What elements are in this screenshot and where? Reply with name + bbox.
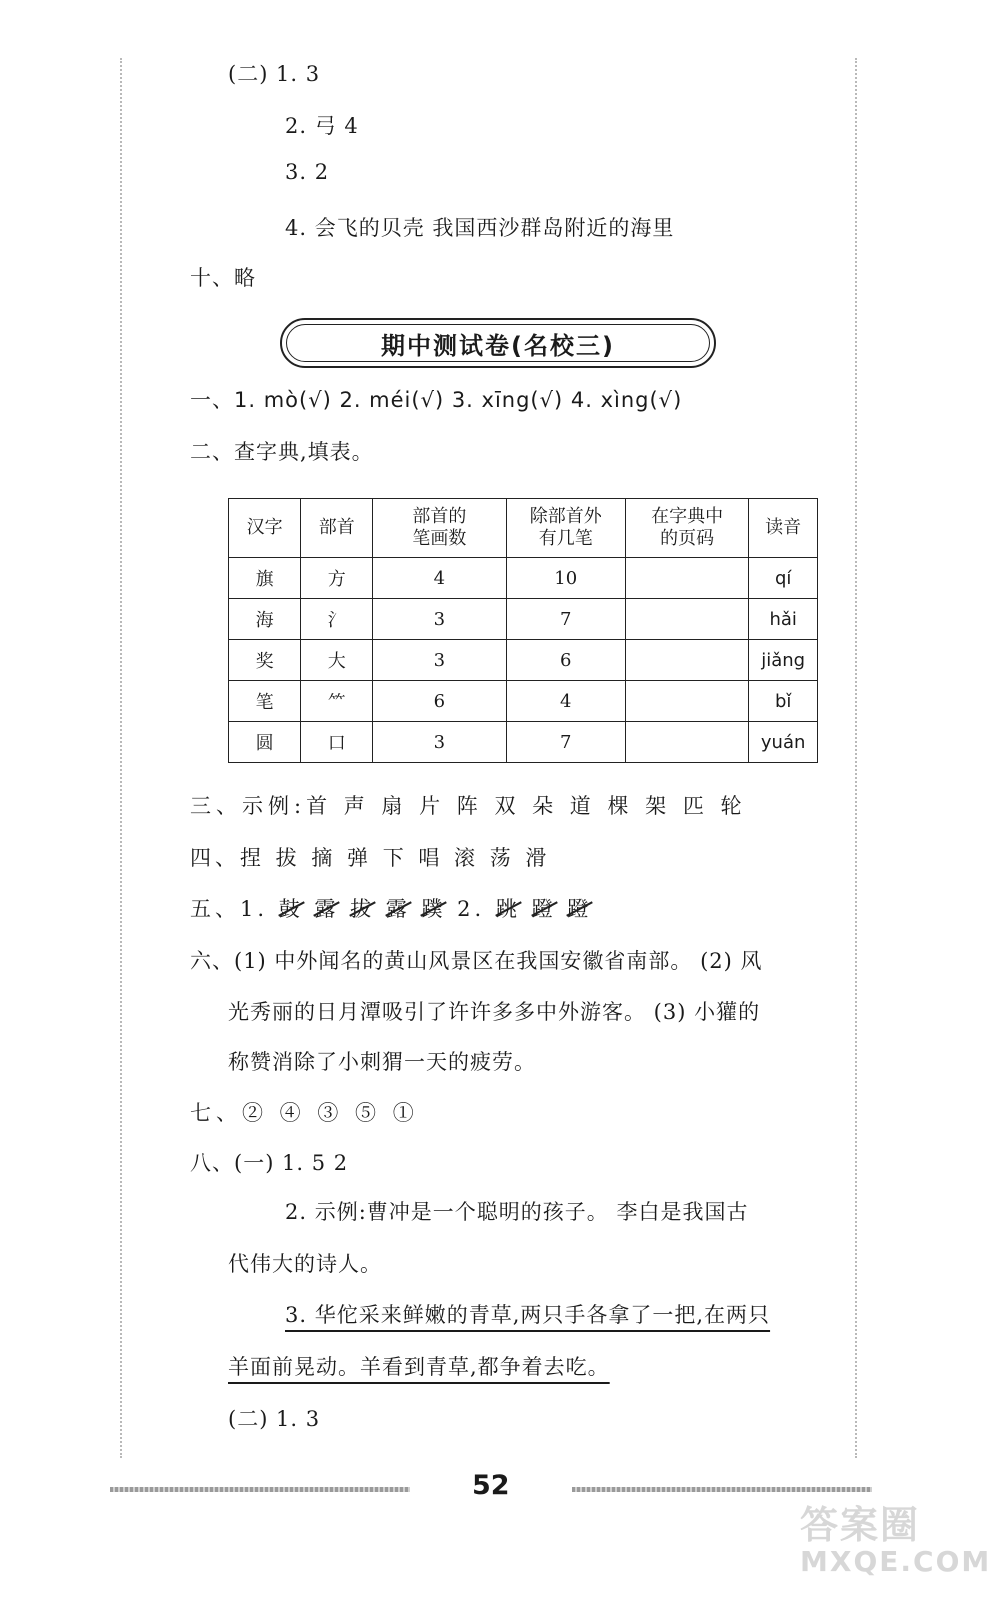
table-header: 部首 xyxy=(301,499,373,558)
table-cell: 笔 xyxy=(229,681,301,722)
table-row xyxy=(229,640,818,681)
answer-line: 3. 2 xyxy=(285,160,330,184)
table-cell: 海 xyxy=(229,599,301,640)
q5-mid: 2. xyxy=(457,897,486,921)
q5-prefix: 五、1. xyxy=(190,897,269,921)
table-cell: yuán xyxy=(749,722,818,763)
section-title: 期中测试卷(名校三) xyxy=(381,332,615,360)
struck-char: 蹬 xyxy=(567,893,592,923)
table-cell: 6 xyxy=(373,681,506,722)
table-cell: 大 xyxy=(301,640,373,681)
table-cell: 3 xyxy=(373,640,506,681)
table-cell: hǎi xyxy=(749,599,818,640)
table-cell: 7 xyxy=(506,722,625,763)
page-number: 52 xyxy=(472,1470,510,1501)
question-1: 一、1. mò(√) 2. méi(√) 3. xīng(√) 4. xìng(√) xyxy=(190,388,683,412)
right-margin-line xyxy=(855,58,857,1458)
table-cell: 7 xyxy=(506,599,625,640)
footer-rule-left xyxy=(110,1487,410,1492)
question-4: 四、捏 拔 摘 弹 下 唱 滚 荡 滑 xyxy=(190,846,551,870)
struck-char: 蹼 xyxy=(421,893,446,923)
table-cell: 3 xyxy=(373,599,506,640)
table-header: 部首的 笔画数 xyxy=(373,499,506,558)
table-cell: 氵 xyxy=(301,599,373,640)
struck-char: 跳 xyxy=(496,893,521,923)
answer-line: 4. 会飞的贝壳 我国西沙群岛附近的海里 xyxy=(285,216,675,240)
struck-char: 露 xyxy=(386,893,411,923)
struck-char: 露 xyxy=(314,893,339,923)
table-cell: 口 xyxy=(301,722,373,763)
question-8-line: 羊面前晃动。羊看到青草,都争着去吃。 xyxy=(228,1355,610,1379)
table-cell xyxy=(625,558,748,599)
table-cell xyxy=(625,681,748,722)
table-header: 在字典中 的页码 xyxy=(625,499,748,558)
table-row xyxy=(229,681,818,722)
table-cell: 10 xyxy=(506,558,625,599)
question-3: 三、示例:首 声 扇 片 阵 双 朵 道 棵 架 匹 轮 xyxy=(190,794,747,818)
table-header: 除部首外 有几笔 xyxy=(506,499,625,558)
question-8-line: 2. 示例:曹冲是一个聪明的孩子。 李白是我国古 xyxy=(285,1200,749,1224)
table-row xyxy=(229,722,818,763)
table-cell: 4 xyxy=(373,558,506,599)
question-6-line: 称赞消除了小刺猬一天的疲劳。 xyxy=(228,1050,536,1074)
table-cell: 3 xyxy=(373,722,506,763)
struck-char: 鼓 xyxy=(279,893,304,923)
watermark-text: 答案圈 xyxy=(800,1503,921,1547)
question-8-line: 八、(一) 1. 5 2 xyxy=(190,1151,349,1175)
question-5 xyxy=(190,893,592,923)
table-header-row xyxy=(229,499,818,558)
table-cell: jiǎng xyxy=(749,640,818,681)
table-cell xyxy=(625,599,748,640)
question-8-line: 3. 华佗采来鲜嫩的青草,两只手各拿了一把,在两只 xyxy=(285,1303,771,1327)
left-margin-line xyxy=(120,58,122,1458)
table-row xyxy=(229,599,818,640)
table-cell: ⺮ xyxy=(301,681,373,722)
table-cell: 圆 xyxy=(229,722,301,763)
dictionary-table xyxy=(228,498,818,763)
answer-line: 十、略 xyxy=(190,266,256,290)
table-row xyxy=(229,558,818,599)
table-cell: 4 xyxy=(506,681,625,722)
watermark-url: MXQE.COM xyxy=(800,1545,992,1578)
struck-char: 蹬 xyxy=(532,893,557,923)
table-header: 汉字 xyxy=(229,499,301,558)
table-cell xyxy=(625,722,748,763)
table-cell: 6 xyxy=(506,640,625,681)
table-cell: qí xyxy=(749,558,818,599)
table-cell: 奖 xyxy=(229,640,301,681)
question-6-line: 光秀丽的日月潭吸引了许许多多中外游客。 (3) 小獾的 xyxy=(228,1000,761,1024)
question-8-line: 代伟大的诗人。 xyxy=(228,1252,382,1276)
question-2: 二、查字典,填表。 xyxy=(190,440,374,464)
question-7: 七、② ④ ③ ⑤ ① xyxy=(190,1101,419,1125)
table-cell: 旗 xyxy=(229,558,301,599)
table-cell: 方 xyxy=(301,558,373,599)
watermark-logo xyxy=(800,1494,991,1578)
struck-char: 拔 xyxy=(350,893,375,923)
table-cell: bǐ xyxy=(749,681,818,722)
answer-line: (二) 1. 3 xyxy=(228,62,321,86)
footer-rule-right xyxy=(572,1487,872,1492)
table-header: 读音 xyxy=(749,499,818,558)
answer-line: 2. 弓 4 xyxy=(285,114,359,138)
question-8-line: (二) 1. 3 xyxy=(228,1407,321,1431)
question-6-line: 六、(1) 中外闻名的黄山风景区在我国安徽省南部。 (2) 风 xyxy=(190,949,763,973)
table-cell xyxy=(625,640,748,681)
section-title-frame xyxy=(280,318,716,368)
